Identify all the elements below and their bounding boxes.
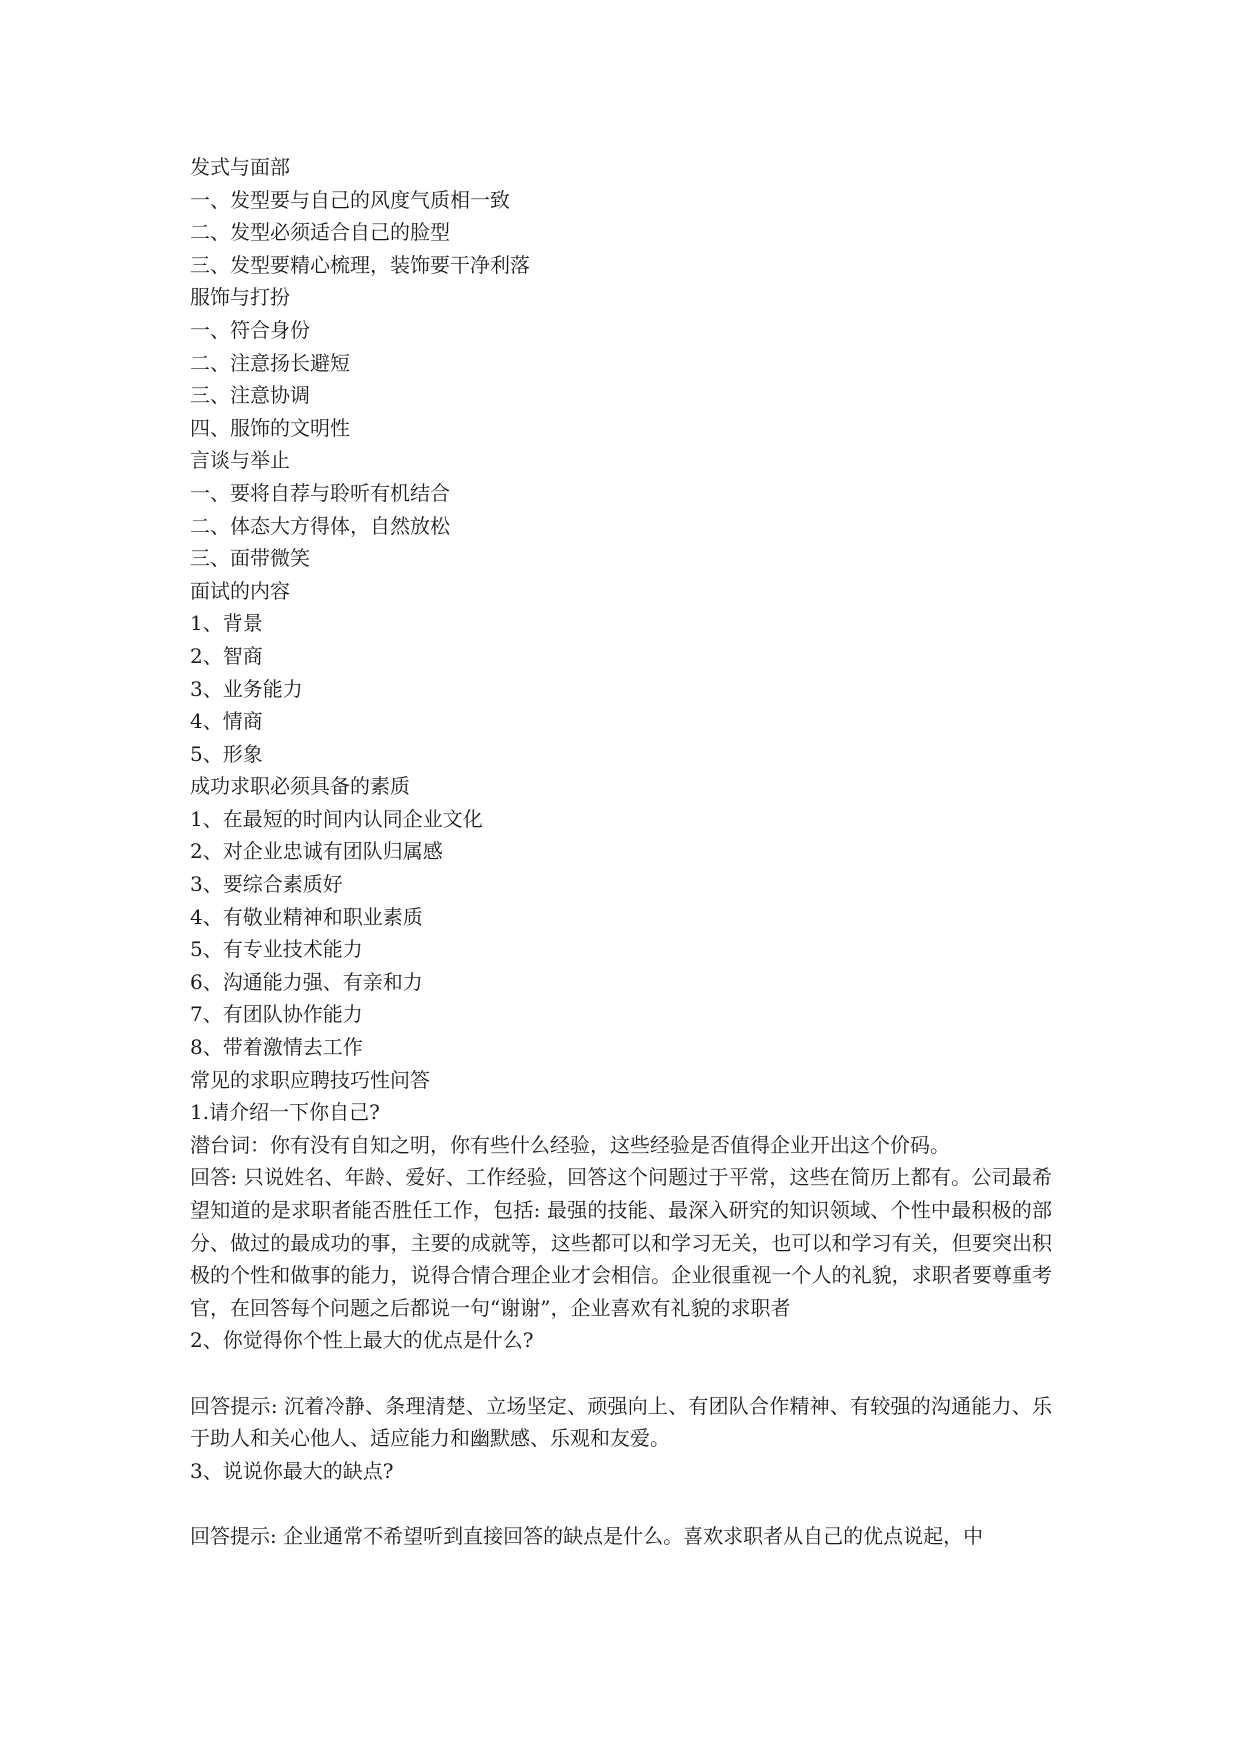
list-item: 5、有专业技术能力 <box>190 937 363 962</box>
question-1: 1.请介绍一下你自己? <box>190 1100 380 1125</box>
list-item: 8、带着激情去工作 <box>190 1035 363 1060</box>
list-item: 一、符合身份 <box>190 317 310 342</box>
list-item: 7、有团队协作能力 <box>190 1002 363 1027</box>
list-item: 6、沟通能力强、有亲和力 <box>190 969 423 994</box>
list-item: 1、背景 <box>190 611 263 636</box>
list-item: 二、发型必须适合自己的脸型 <box>190 220 450 245</box>
section-heading-hair-face: 发式与面部 <box>190 155 290 179</box>
list-item: 三、面带微笑 <box>190 546 310 571</box>
list-item: 3、要综合素质好 <box>190 872 343 897</box>
list-item: 四、服饰的文明性 <box>190 415 350 440</box>
answer-3: 回答提示: 企业通常不希望听到直接回答的缺点是什么。喜欢求职者从自己的优点说起，中 <box>190 1523 984 1548</box>
subtext-1: 潜台词：你有没有自知之明，你有些什么经验，这些经验是否值得企业开出这个价码。 <box>190 1132 950 1157</box>
answer-2: 回答提示: 沉着冷静、条理清楚、立场坚定、顽强向上、有团队合作精神、有较强的沟通能力、乐于助人和关心他人、适应能力和幽默感、乐观和友爱。 <box>190 1393 1052 1451</box>
list-item: 5、形象 <box>190 741 263 766</box>
question-2: 2、你觉得你个性上最大的优点是什么? <box>190 1328 534 1353</box>
list-item: 一、要将自荐与聆听有机结合 <box>190 480 450 505</box>
list-item: 1、在最短的时间内认同企业文化 <box>190 806 483 831</box>
list-item: 三、发型要精心梳理，装饰要干净利落 <box>190 252 530 277</box>
list-item: 2、智商 <box>190 643 263 668</box>
list-item: 三、注意协调 <box>190 383 310 408</box>
list-item: 二、注意扬长避短 <box>190 350 350 375</box>
blank-line <box>190 1487 1052 1520</box>
section-heading-qa: 常见的求职应聘技巧性问答 <box>190 1067 430 1092</box>
section-heading-qualities: 成功求职必须具备的素质 <box>190 774 410 799</box>
answer-1: 回答: 只说姓名、年龄、爱好、工作经验，回答这个问题过于平常，这些在简历上都有。公司最希望知道的是求职者能否胜任工作，包括: 最强的技能、最深入研究的知识领域、个性中最积极的部分、做过的最成功的事，主要的成就等，这些都可以和学习无关，也可以和学习有关，但要突出积极的个性和做事的能力，说得合情合理企业才会相信。企业很重视一个人的礼貌，求职者要尊重考官，在回答每个问题之后都说一句“谢谢”，企业喜欢有礼貌的求职者 <box>190 1165 1052 1320</box>
list-item: 一、发型要与自己的风度气质相一致 <box>190 187 510 212</box>
blank-line <box>190 1357 1052 1390</box>
section-heading-dress: 服饰与打扮 <box>190 285 290 310</box>
list-item: 3、业务能力 <box>190 676 303 701</box>
list-item: 二、体态大方得体，自然放松 <box>190 513 450 538</box>
section-heading-interview-content: 面试的内容 <box>190 578 290 603</box>
list-item: 2、对企业忠诚有团队归属感 <box>190 839 443 864</box>
document-body <box>190 151 1052 1553</box>
section-heading-speech: 言谈与举止 <box>190 448 290 473</box>
list-item: 4、情商 <box>190 709 263 734</box>
list-item: 4、有敬业精神和职业素质 <box>190 904 423 929</box>
question-3: 3、说说你最大的缺点? <box>190 1458 394 1483</box>
